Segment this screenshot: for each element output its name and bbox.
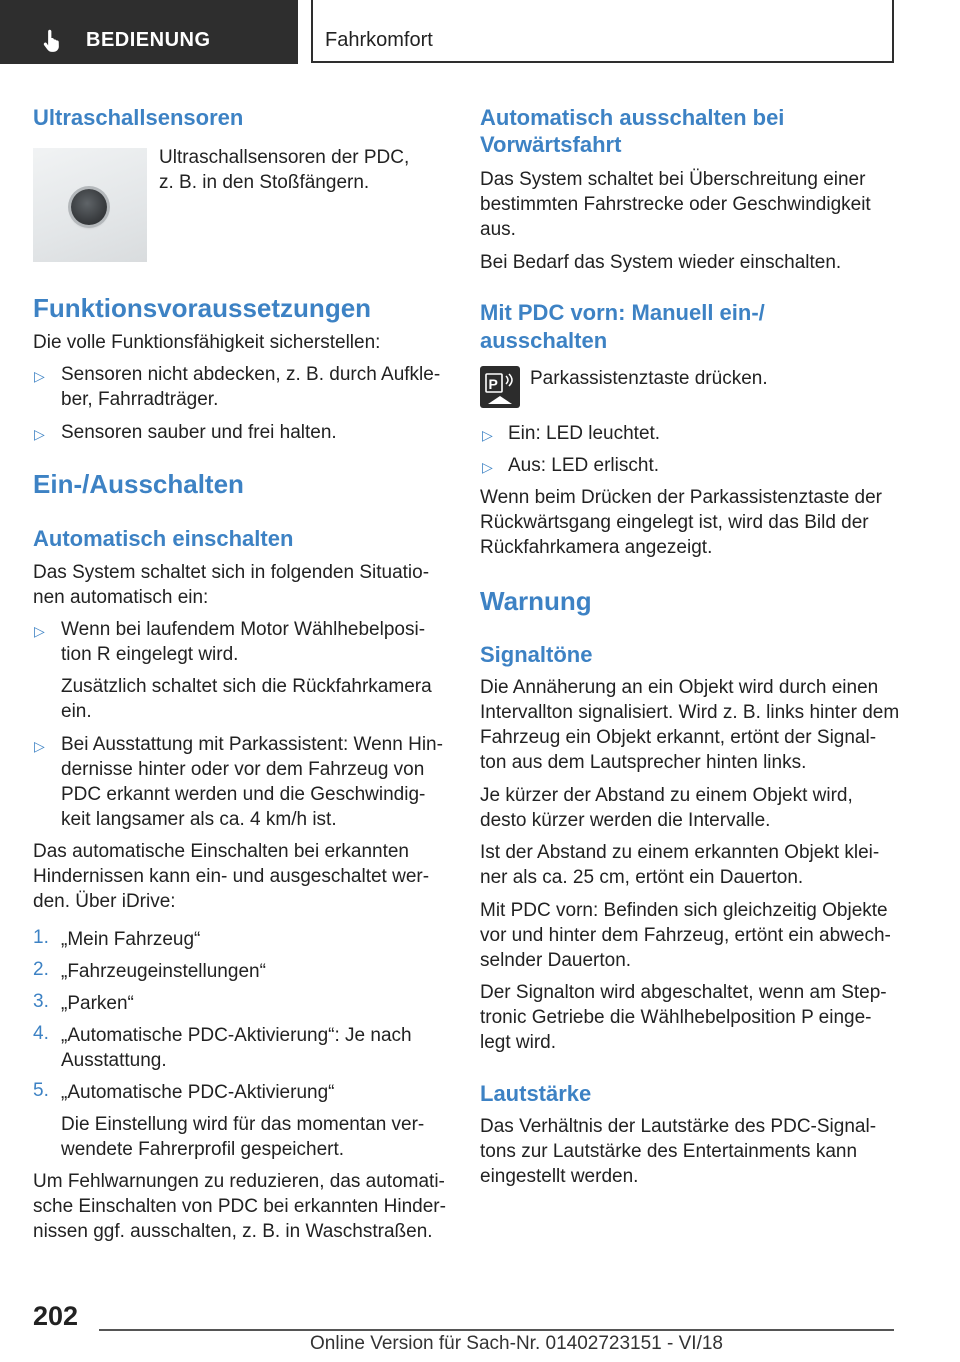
heading-ein-ausschalten: Ein-/Ausschalten — [33, 469, 244, 499]
step-number: 3. — [33, 991, 49, 1012]
auto-bullet2-line1: Bei Ausstattung mit Parkassistent: Wenn Hin- — [61, 734, 443, 755]
aus-text-line1: Das System schaltet bei Überschreitung einer — [480, 169, 866, 190]
auto-bullet2-line4: keit langsamer als ca. 4 km/h ist. — [61, 809, 337, 830]
step5-line3: wendete Fahrerprofil gespeichert. — [61, 1139, 345, 1160]
auto-para-line2: Hindernissen kann ein- und ausgeschaltet wer- — [33, 866, 430, 887]
man-text: Parkassistenztaste drücken. — [530, 368, 768, 389]
step-number: 5. — [33, 1080, 49, 1101]
svg-text:P: P — [488, 376, 498, 392]
laut-line3: eingestellt werden. — [480, 1166, 639, 1187]
step-text: „Parken“ — [61, 993, 134, 1014]
auto-text-line2: nen automatisch ein: — [33, 587, 209, 608]
sig-line11: selnder Dauerton. — [480, 950, 632, 971]
step-number: 4. — [33, 1023, 49, 1044]
auto-bullet1-line4: ein. — [61, 701, 92, 722]
man-para-line3: Rückfahrkamera angezeigt. — [480, 537, 713, 558]
ultra-text-line2: z. B. in den Stoßfängern. — [159, 172, 370, 193]
heading-automatisch-einschalten: Automatisch einschalten — [33, 526, 294, 551]
end-para-line1: Um Fehlwarnungen zu reduzieren, das automati- — [33, 1171, 445, 1192]
auto-para-line3: den. Über iDrive: — [33, 891, 176, 912]
ultra-text-line1: Ultraschallsensoren der PDC, — [159, 147, 410, 168]
step-number: 1. — [33, 927, 49, 948]
heading-warnung: Warnung — [480, 586, 592, 616]
bullet-triangle-icon: ▷ — [482, 427, 493, 443]
pointing-hand-icon — [40, 27, 66, 53]
aus-text-line3: aus. — [480, 219, 516, 240]
heading-funktionsvoraussetzungen: Funktionsvoraussetzungen — [33, 293, 372, 323]
end-para-line3: nissen ggf. ausschalten, z. B. in Waschstraßen. — [33, 1221, 433, 1242]
heading-signaltoene: Signaltöne — [480, 642, 593, 667]
sig-line3: Fahrzeug ein Objekt erkannt, ertönt der Signal- — [480, 727, 877, 748]
sig-line8: ner als ca. 25 cm, ertönt ein Dauerton. — [480, 867, 804, 888]
auto-bullet1-line3: Zusätzlich schaltet sich die Rückfahrkamera — [61, 676, 432, 697]
sensor-dot-icon — [71, 189, 107, 225]
auto-bullet2-line3: PDC erkannt werden und die Geschwindig- — [61, 784, 426, 805]
park-assist-button-icon[interactable] — [480, 366, 520, 408]
man-bullet1: Ein: LED leuchtet. — [508, 423, 661, 444]
man-para-line1: Wenn beim Drücken der Parkassistenztaste der — [480, 487, 882, 508]
bullet-triangle-icon: ▷ — [34, 623, 45, 639]
sig-line14: legt wird. — [480, 1032, 557, 1053]
man-bullet2: Aus: LED erlischt. — [508, 455, 659, 476]
sig-line13: tronic Getriebe die Wählhebelposition P einge- — [480, 1007, 872, 1028]
heading-automatisch-ausschalten-l2: Vorwärtsfahrt — [480, 132, 622, 157]
func-bullet1-line2: ber, Fahrradträger. — [61, 389, 219, 410]
sig-line6: desto kürzer werden die Intervalle. — [480, 810, 771, 831]
end-para-line2: sche Einschalten von PDC bei erkannten Hinder- — [33, 1196, 446, 1217]
bullet-triangle-icon: ▷ — [34, 426, 45, 442]
aus-text-line2: bestimmten Fahrstrecke oder Geschwindigkeit — [480, 194, 871, 215]
ultrasonic-sensor-image — [33, 148, 147, 262]
park-assist-symbol-icon — [480, 366, 520, 408]
step-number: 2. — [33, 959, 49, 980]
aus-text-line4: Bei Bedarf das System wieder einschalten. — [480, 252, 842, 273]
heading-ultraschallsensoren: Ultraschallsensoren — [33, 105, 244, 130]
auto-bullet2-line2: dernisse hinter oder vor dem Fahrzeug von — [61, 759, 425, 780]
bullet-triangle-icon: ▷ — [482, 459, 493, 475]
sig-line1: Die Annäherung an ein Objekt wird durch einen — [480, 677, 879, 698]
section-header-label: Fahrkomfort — [325, 29, 433, 51]
step-text: „Fahrzeugeinstellungen“ — [61, 961, 266, 982]
bullet-triangle-icon: ▷ — [34, 368, 45, 384]
func-bullet2: Sensoren sauber und frei halten. — [61, 422, 337, 443]
heading-lautstaerke: Lautstärke — [480, 1081, 592, 1106]
auto-bullet1-line1: Wenn bei laufendem Motor Wählhebelposi- — [61, 619, 426, 640]
step5-line2: Die Einstellung wird für das momentan ver- — [61, 1114, 425, 1135]
laut-line2: tons zur Lautstärke des Entertainments kann — [480, 1141, 858, 1162]
step-text: „Automatische PDC-Aktivierung“ — [61, 1082, 335, 1103]
auto-text-line1: Das System schaltet sich in folgenden Situatio- — [33, 562, 430, 583]
footer-divider — [99, 1329, 894, 1331]
func-bullet1-line1: Sensoren nicht abdecken, z. B. durch Aufkle- — [61, 364, 441, 385]
auto-bullet1-line2: tion R eingelegt wird. — [61, 644, 239, 665]
heading-manuell-l1: Mit PDC vorn: Manuell ein-/ — [480, 300, 765, 325]
step-text: „Mein Fahrzeug“ — [61, 929, 201, 950]
chapter-tab[interactable] — [0, 0, 298, 64]
sig-line12: Der Signalton wird abgeschaltet, wenn am Step- — [480, 982, 887, 1003]
sig-line7: Ist der Abstand zu einem erkannten Objekt klei- — [480, 842, 880, 863]
step-text: „Automatische PDC-Aktivierung“: Je nach — [61, 1025, 412, 1046]
section-header — [311, 0, 894, 63]
chapter-tab-label: BEDIENUNG — [86, 29, 211, 51]
sig-line4: ton aus dem Lautsprecher hinten links. — [480, 752, 807, 773]
page-number: 202 — [33, 1301, 79, 1331]
heading-manuell-l2: ausschalten — [480, 328, 608, 353]
bullet-triangle-icon: ▷ — [34, 738, 45, 754]
online-version-text: Online Version für Sach-Nr. 01402723151 - VI/18 — [310, 1333, 723, 1354]
sig-line10: vor und hinter dem Fahrzeug, ertönt ein abwech- — [480, 925, 891, 946]
sig-line2: Intervallton signalisiert. Wird z. B. links hinter dem — [480, 702, 900, 723]
laut-line1: Das Verhältnis der Lautstärke des PDC-Signal- — [480, 1116, 877, 1137]
heading-automatisch-ausschalten-l1: Automatisch ausschalten bei — [480, 105, 785, 130]
man-para-line2: Rückwärtsgang eingelegt ist, wird das Bild der — [480, 512, 869, 533]
step-text-line2: Ausstattung. — [61, 1050, 167, 1071]
sig-line5: Je kürzer der Abstand zu einem Objekt wird, — [480, 785, 853, 806]
auto-para-line1: Das automatische Einschalten bei erkannten — [33, 841, 410, 862]
sig-line9: Mit PDC vorn: Befinden sich gleichzeitig Objekte — [480, 900, 888, 921]
func-intro: Die volle Funktionsfähigkeit sicherstellen: — [33, 332, 381, 353]
